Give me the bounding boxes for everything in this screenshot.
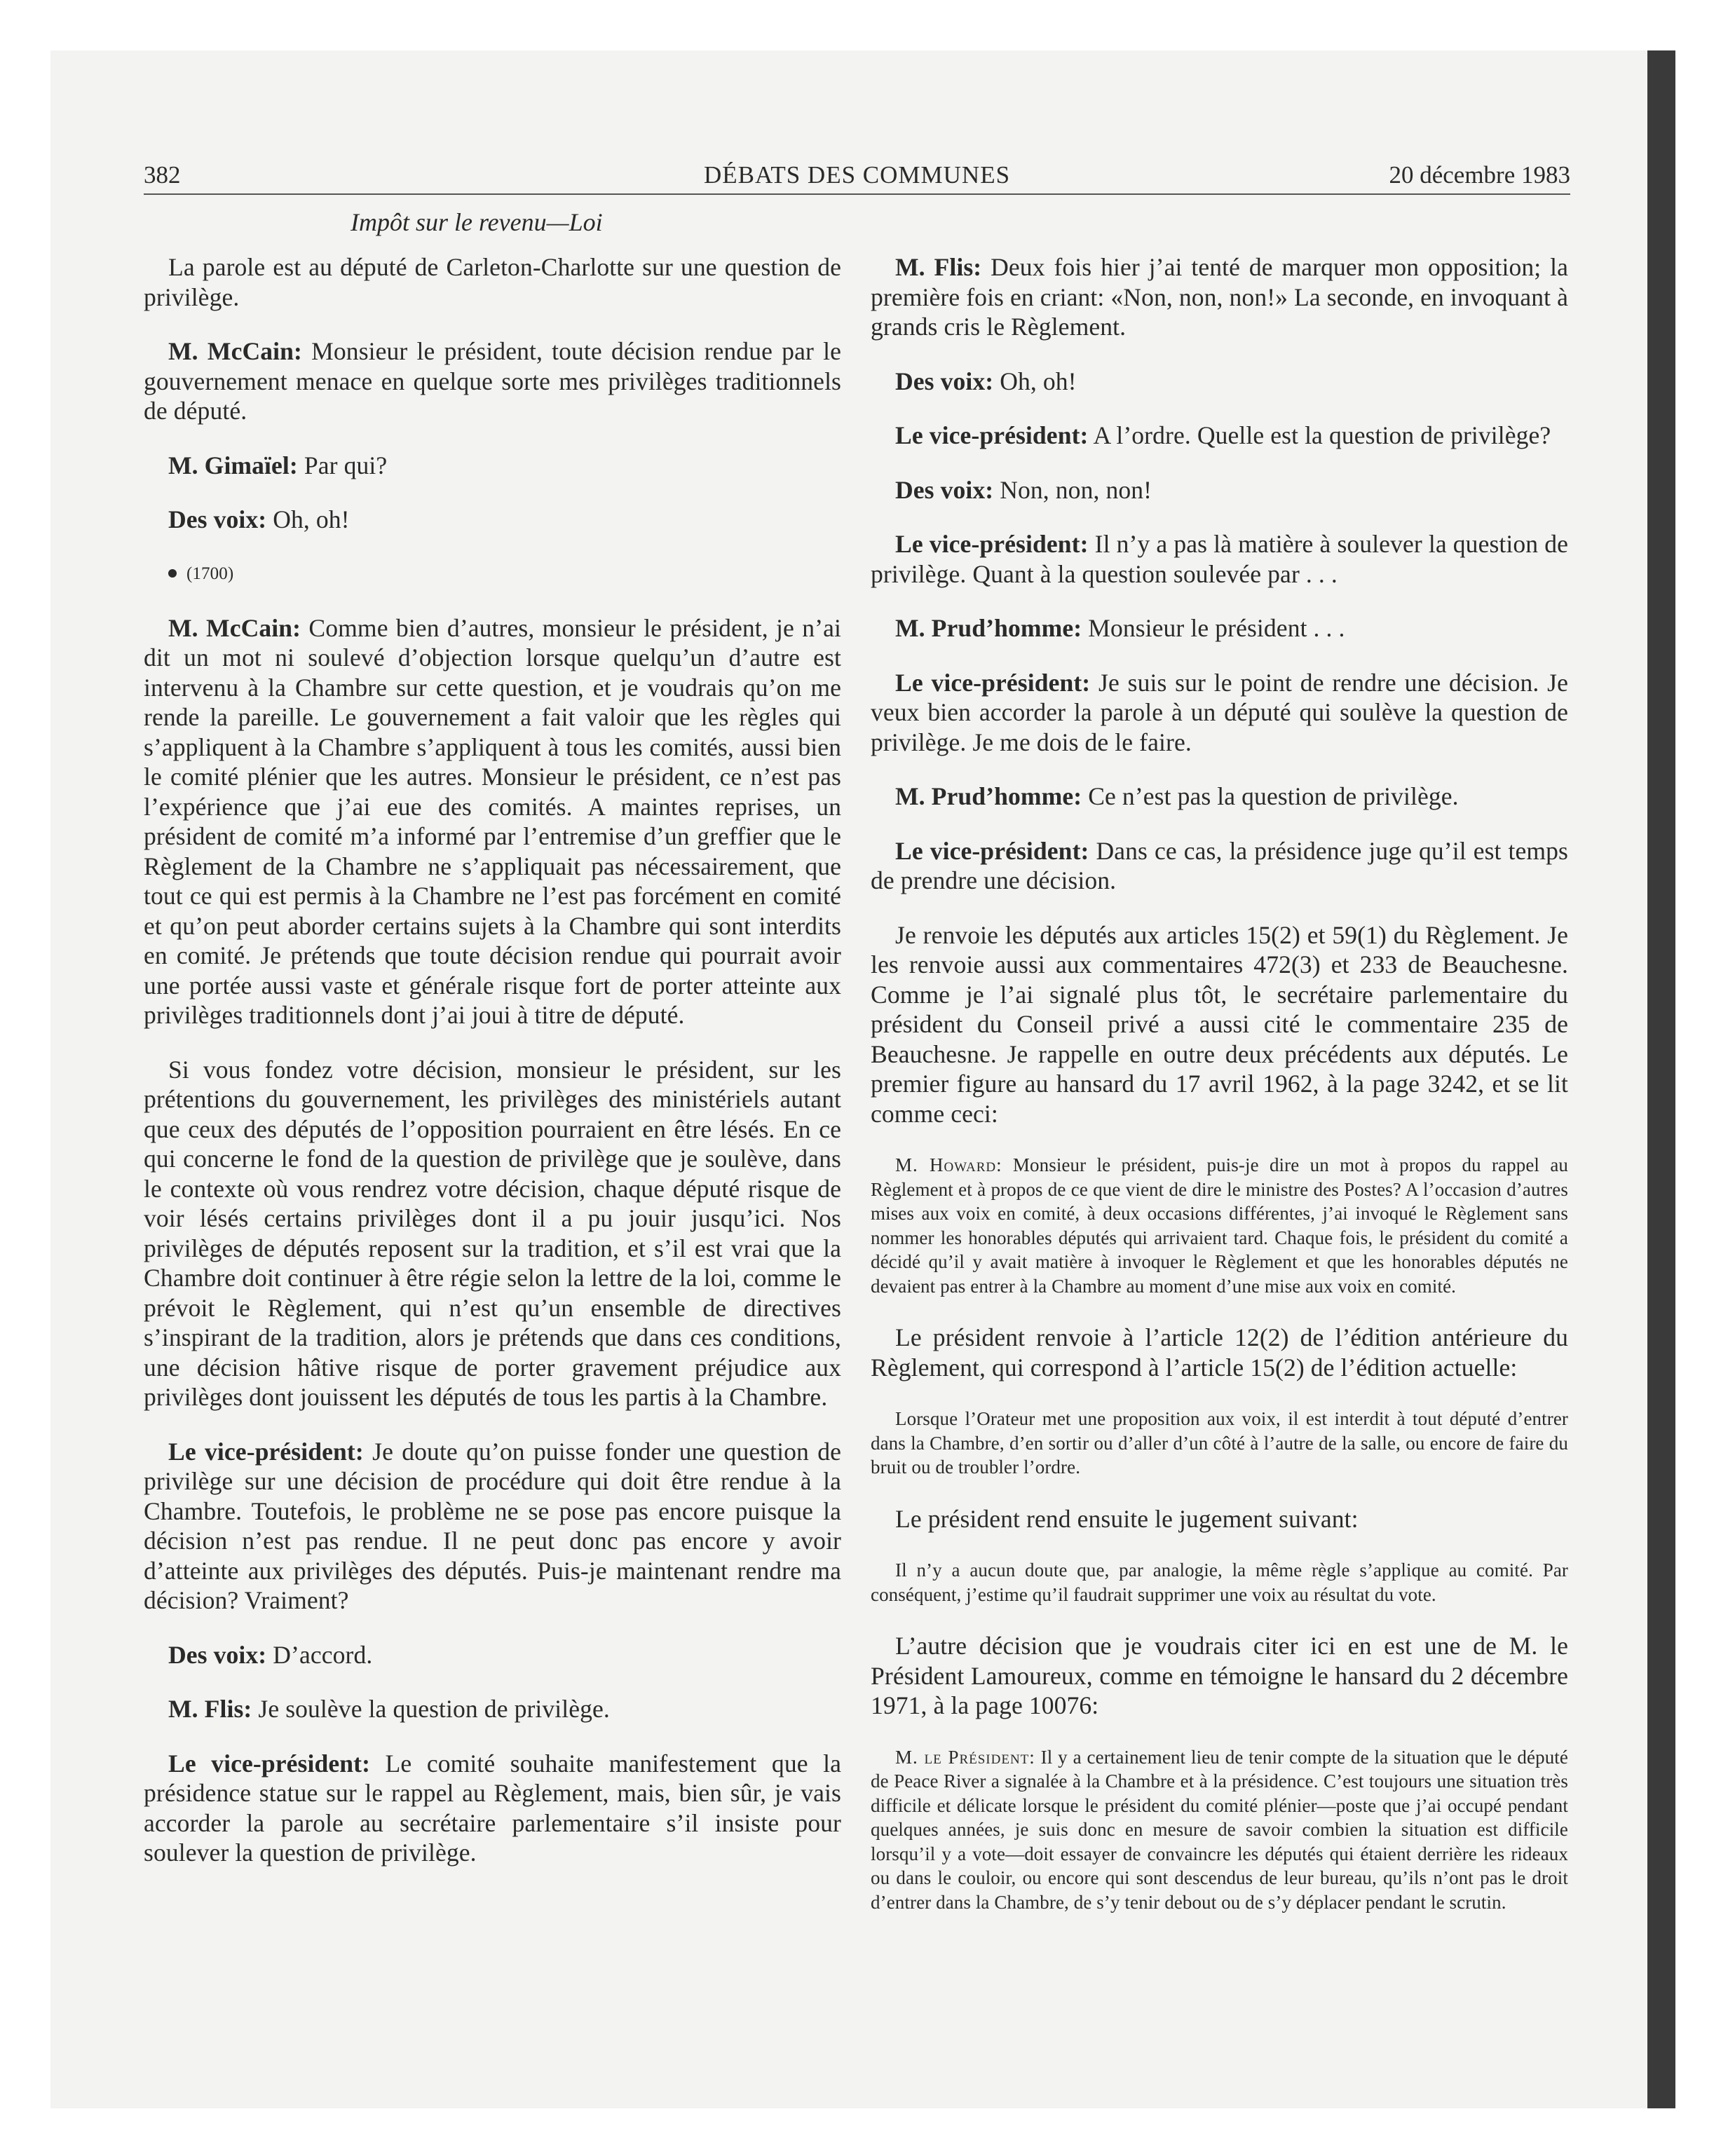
- paragraph: M. McCain: Comme bien d’autres, monsieur le président, je n’ai dit un mot ni soulevé d’objection lorsque quelqu’un d’autre est intervenu à la Chambre sur cette question, et je voudrais qu’on me rende la pareille. Le gouvernement a fait valoir que les règles qui s’appliquent à la Chambre s’appliquent à tous les comités, aussi bien le comité plénier que les autres. Monsieur le président, ce n’est pas l’expérience que j’ai eue des comités. A maintes reprises, un président de comité m’a informé par l’entremise d’un greffier que le Règlement de la Chambre ne s’appliquait pas nécessairement, que tout ce qui est permis à la Chambre ne l’est pas forcément en comité et qu’on peut aborder certains sujets à la Chambre qui sont interdits en comité. Je prétends que toute décision rendue qui pourrait avoir une portée aussi vaste et générale risque fort de porter atteinte aux privilèges traditionnels dont j’ai joui à titre de député.: [144, 613, 841, 1029]
- paragraph: Le vice-président: Dans ce cas, la présidence juge qu’il est temps de prendre une décision.: [871, 836, 1569, 894]
- paragraph: Le vice-président: Il n’y a pas là matière à soulever la question de privilège. Quant à la question soulevée par . . .: [871, 530, 1569, 588]
- paragraph: Des voix: Oh, oh!: [895, 367, 1077, 395]
- speaker-name: Le vice-président:: [895, 836, 1089, 865]
- speaker-name: M. Prud’homme:: [895, 614, 1082, 642]
- speaker-name: Le vice-président:: [168, 1749, 371, 1778]
- paragraph: M. McCain: Monsieur le président, toute décision rendue par le gouvernement menace en quelque sorte mes privilèges traditionnels de député.: [144, 337, 841, 425]
- block-quote: M. Howard: Monsieur le président, puis-je dire un mot à propos du rappel au Règlement et à propos de ce que vient de dire le ministre des Postes? A l’occasion d’autres mises aux voix en comité, à deux occasions différentes, j’ai invoqué le Règlement sans nommer les honorables députés qui arrivaient tard. Chaque fois, le président du comité a décidé qu’il y avait matière à invoquer le Règlement et que les honorables députés ne devaient pas entrer à la Chambre au moment d’une mise aux voix en comité.: [871, 1154, 1569, 1297]
- paragraph: M. Flis: Je soulève la question de privilège.: [168, 1695, 610, 1723]
- right-column: [871, 252, 1568, 1914]
- speaker-name: M. Flis:: [168, 1695, 252, 1723]
- publication-title: DÉBATS DES COMMUNES: [703, 161, 1011, 189]
- speaker-name: Des voix:: [168, 505, 267, 533]
- block-quote: Lorsque l’Orateur met une proposition aux voix, il est interdit à tout député d’entrer dans la Chambre, d’en sortir ou d’aller d’un côté à l’autre de la salle, ou encore de faire du bruit ou de troubler l’ordre.: [871, 1408, 1568, 1478]
- speaker-name: Le vice-président:: [895, 421, 1089, 449]
- block-quote: M. le Président: Il y a certainement lieu de tenir compte de la situation que le député de Peace River a signalée à la Chambre et à la présidence. C’est toujours une situation très difficile et délicate lorsque le président du comité plénier—poste que j’ai occupé pendant quelques années, je suis donc en mesure de savoir combien la situation est difficile lorsqu’il y a vote—doit essayer de convaincre les députés qui étaient derrière les rideaux ou dans le couloir, ou encore qui sont descendus de leur bureau, qu’ils n’ont pas le droit d’entrer dans la Chambre, de s’y tenir debout ou de s’y déplacer pendant le scrutin.: [871, 1746, 1568, 1913]
- paragraph: Le président renvoie à l’article 12(2) de l’édition antérieure du Règlement, qui correspond à l’article 15(2) de l’édition actuelle:: [871, 1323, 1568, 1381]
- speaker-name: M. McCain:: [168, 337, 302, 365]
- paragraph: Le vice-président: A l’ordre. Quelle est la question de privilège?: [895, 421, 1551, 449]
- page-number: 382: [144, 161, 181, 189]
- paragraph: M. Gimaïel: Par qui?: [168, 451, 388, 479]
- paragraph: Le vice-président: Le comité souhaite manifestement que la présidence statue sur le rappel au Règlement, mais, bien sûr, je vais accorder la parole au secrétaire parlementaire s’il insiste pour soulever la question de privilège.: [144, 1749, 841, 1867]
- speaker-name: M. McCain:: [168, 613, 301, 642]
- speaker-name: Des voix:: [895, 367, 994, 395]
- speaker-name: M. Flis:: [895, 253, 982, 281]
- speaker-name: Le vice-président:: [895, 668, 1091, 697]
- paragraph: M. Prud’homme: Ce n’est pas la question de privilège.: [895, 782, 1459, 810]
- speaker-name: Des voix:: [895, 475, 994, 504]
- speaker-name: Des voix:: [168, 1640, 267, 1669]
- page-header: [144, 160, 1570, 195]
- paragraph: Des voix: Oh, oh!: [168, 505, 350, 533]
- paragraph: La parole est au député de Carleton-Charlotte sur une question de privilège.: [144, 253, 841, 311]
- paragraph: M. Flis: Deux fois hier j’ai tenté de marquer mon opposition; la première fois en criant: «Non, non, non!» La seconde, en invoquant à grands cris le Règlement.: [871, 253, 1568, 341]
- paragraph: L’autre décision que je voudrais citer ici en est une de M. le Président Lamoureux, comme en témoigne le hansard du 2 décembre 1971, à la page 10076:: [871, 1632, 1568, 1719]
- speaker-name: M. Howard:: [895, 1154, 1002, 1175]
- paragraph: Si vous fondez votre décision, monsieur le président, sur les prétentions du gouvernement, les privilèges des ministériels autant que ceux des députés de l’opposition pourraient en être lésés. En ce qui concerne le fond de la question de privilège que je soulève, dans le contexte où vous rendrez votre décision, chaque député risque de voir lésés certains privilèges dont il a pu jouir jusqu’ici. Nos privilèges de députés reposent sur la tradition, et s’il est vrai que la Chambre doit continuer à être régie selon la lettre de la loi, comme le prévoit le Règlement, qui n’est qu’un ensemble de directives s’inspirant de la tradition, alors je prétends que dans ces conditions, une décision hâtive risque de porter gravement préjudice aux privilèges dont jouissent les députés de tous les partis à la Chambre.: [144, 1055, 841, 1411]
- scan-edge-bar: [1647, 50, 1675, 2108]
- left-column: [144, 252, 841, 1868]
- publication-date: 20 décembre 1983: [1389, 161, 1570, 189]
- paragraph: M. Prud’homme: Monsieur le président . . .: [895, 614, 1345, 642]
- paragraph: Des voix: D’accord.: [168, 1640, 373, 1669]
- block-quote: Il n’y a aucun doute que, par analogie, la même règle s’applique au comité. Par conséquent, j’estime qu’il faudrait supprimer une voix au résultat du vote.: [871, 1560, 1568, 1605]
- bullet-icon: [168, 569, 177, 578]
- speaker-name: M. Prud’homme:: [895, 782, 1082, 810]
- paragraph: Des voix: Non, non, non!: [895, 475, 1152, 504]
- speaker-name: M. Gimaïel:: [168, 451, 298, 479]
- section-subtitle: Impôt sur le revenu—Loi: [351, 208, 603, 236]
- time-marker: (1700): [144, 559, 841, 589]
- speaker-name: M. le Président:: [895, 1746, 1035, 1768]
- paragraph: Le vice-président: Je doute qu’on puisse fonder une question de privilège sur une décision de procédure qui doit être rendue à la Chambre. Toutefois, le problème ne se pose pas encore puisque la décision n’est pas rendue. Il ne peut donc pas encore y avoir d’atteinte aux privilèges des députés. Puis-je maintenant rendre ma décision? Vraiment?: [144, 1437, 842, 1614]
- paragraph: Je renvoie les députés aux articles 15(2) et 59(1) du Règlement. Je les renvoie aussi aux commentaires 472(3) et 233 de Beauchesne. Comme je l’ai signalé plus tôt, le secrétaire parlementaire du président du Conseil privé a aussi cité le commentaire 235 de Beauchesne. Je rappelle en outre deux précédents aux députés. Le premier figure au hansard du 17 avril 1962, à la page 3242, et se lit comme ceci:: [871, 920, 1568, 1128]
- paragraph: Le vice-président: Je suis sur le point de rendre une décision. Je veux bien accorder la parole à un député qui soulève la question de privilège. Je me dois de le faire.: [871, 668, 1568, 756]
- paragraph: Le président rend ensuite le jugement suivant:: [895, 1504, 1359, 1533]
- speaker-name: Le vice-président:: [168, 1437, 364, 1466]
- speaker-name: Le vice-président:: [895, 530, 1089, 558]
